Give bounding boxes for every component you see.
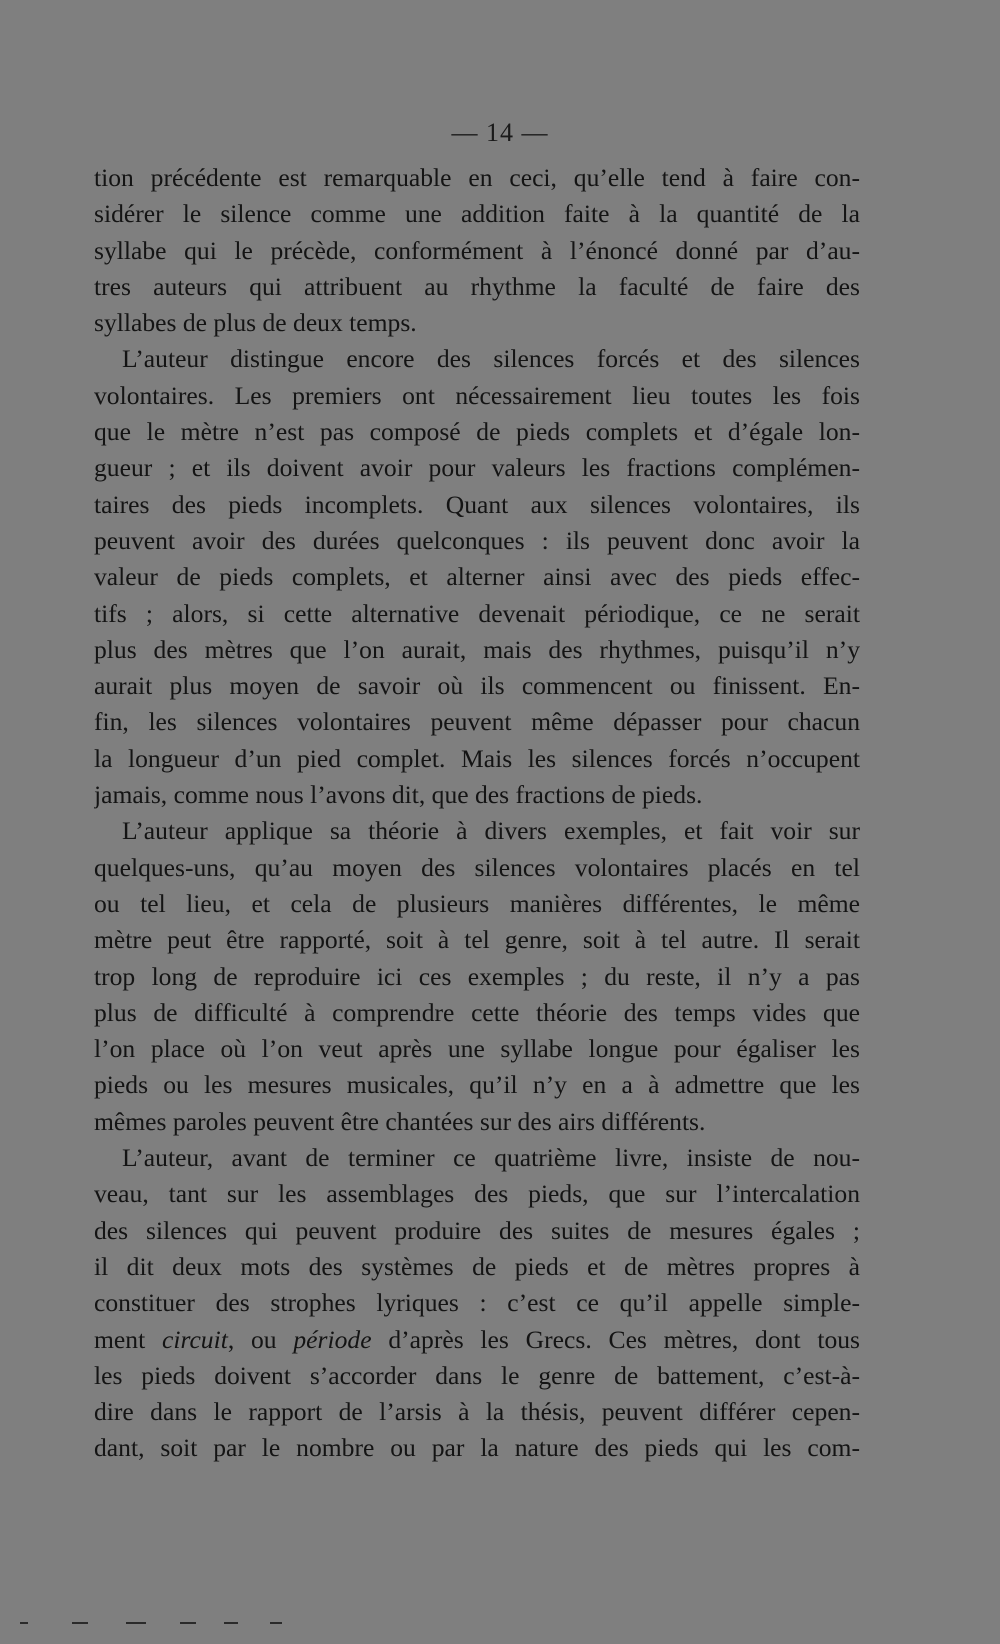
text-line: tres auteurs qui attribuent au rhythme la faculté de faire des — [94, 271, 860, 301]
text-line: fin, les silences volontaires peuvent même dépasser pour chacun — [94, 707, 860, 737]
text-line: taires des pieds incomplets. Quant aux silences volontaires, ils — [94, 489, 860, 519]
text-line: sidérer le silence comme une addition faite à la quantité de la — [94, 199, 860, 229]
text-line: peuvent avoir des durées quelconques : ils peuvent donc avoir la — [94, 525, 860, 555]
text-line: quelques-uns, qu’au moyen des silences volontaires placés en tel — [94, 852, 860, 882]
text-line: plus des mètres que l’on aurait, mais des rhythmes, puisqu’il n’y — [94, 634, 860, 664]
text-line: L’auteur applique sa théorie à divers exemples, et fait voir sur — [122, 816, 860, 846]
text-line: dire dans le rapport de l’arsis à la thésis, peuvent différer cepen- — [94, 1397, 860, 1427]
text-segment: , ou — [227, 1324, 277, 1354]
text-line: tion précédente est remarquable en ceci, qu’elle tend à faire con- — [94, 163, 860, 192]
text-line: la longueur d’un pied complet. Mais les silences forcés n’occupent — [94, 743, 860, 773]
text-line: les pieds doivent s’accorder dans le genre de battement, c’est-à- — [94, 1360, 860, 1390]
page-number: — 14 — — [451, 118, 549, 147]
text-line: des silences qui peuvent produire des suites de mesures égales ; — [94, 1215, 860, 1245]
text-line: trop long de reproduire ici ces exemples ; du reste, il n’y a pas — [94, 961, 860, 991]
text-line: constituer des strophes lyriques : c’est ce qu’il appelle simple- — [94, 1288, 860, 1318]
text-segment: ment — [94, 1324, 146, 1354]
text-line: gueur ; et ils doivent avoir pour valeurs les fractions complémen- — [94, 453, 860, 483]
text-line: mètre peut être rapporté, soit à tel genre, soit à tel autre. Il serait — [94, 925, 860, 955]
text-line: valeur de pieds complets, et alterner ainsi avec des pieds effec- — [94, 562, 860, 592]
scan-artifact-marks — [20, 1622, 320, 1626]
text-line: tifs ; alors, si cette alternative devenait périodique, ce ne serait — [94, 598, 860, 628]
text-line: dant, soit par le nombre ou par la nature des pieds qui les com- — [94, 1433, 860, 1463]
text-line: volontaires. Les premiers ont nécessairement lieu toutes les fois — [94, 380, 860, 410]
text-line: ou tel lieu, et cela de plusieurs manières différentes, le même — [94, 888, 860, 918]
italic-term: période — [293, 1324, 372, 1354]
text-line: mêmes paroles peuvent être chantées sur des airs différents. — [94, 1106, 706, 1136]
text-line: syllabe qui le précède, conformément à l’énoncé donné par d’au- — [94, 235, 860, 265]
text-segment: d’après les Grecs. Ces mètres, dont tous — [388, 1324, 860, 1354]
text-line: pieds ou les mesures musicales, qu’il n’y en a à admettre que les — [94, 1070, 860, 1100]
text-line: jamais, comme nous l’avons dit, que des fractions de pieds. — [94, 780, 703, 810]
text-line: syllabes de plus de deux temps. — [94, 308, 417, 338]
text-line-with-italics — [94, 1322, 860, 1358]
text-line: il dit deux mots des systèmes de pieds et de mètres propres à — [94, 1251, 860, 1281]
text-line: plus de difficulté à comprendre cette théorie des temps vides que — [94, 997, 860, 1027]
text-line: que le mètre n’est pas composé de pieds complets et d’égale lon- — [94, 417, 860, 447]
italic-term: circuit — [161, 1324, 228, 1354]
text-line: veau, tant sur les assemblages des pieds, que sur l’intercalation — [94, 1179, 860, 1209]
text-line: aurait plus moyen de savoir où ils commencent ou finissent. En- — [94, 671, 860, 701]
text-line: L’auteur, avant de terminer ce quatrième livre, insiste de nou- — [122, 1143, 860, 1173]
body-text — [94, 160, 860, 1467]
text-line: l’on place où l’on veut après une syllabe longue pour égaliser les — [94, 1034, 860, 1064]
text-line: L’auteur distingue encore des silences forcés et des silences — [122, 344, 860, 374]
